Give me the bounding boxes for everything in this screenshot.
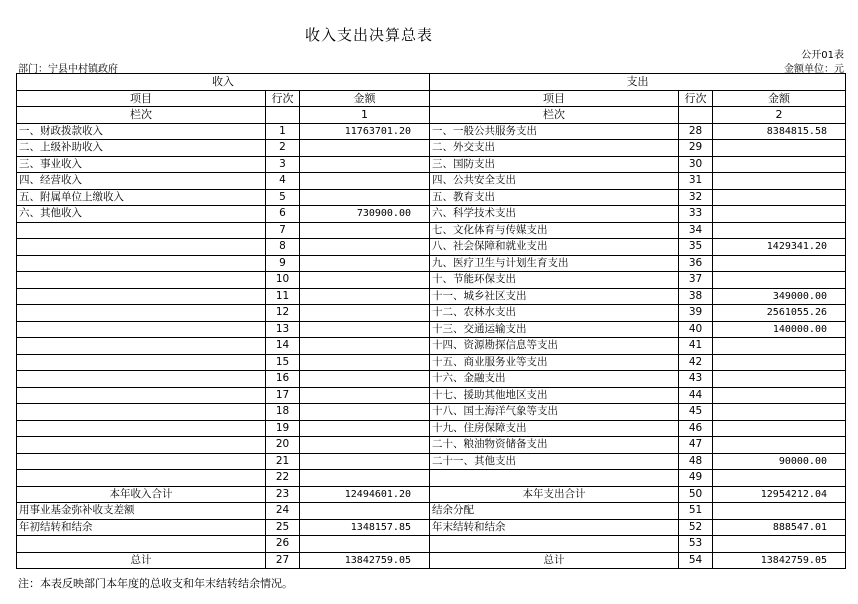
expense-row-no: 40 bbox=[679, 321, 713, 338]
income-header: 收入 bbox=[17, 74, 430, 91]
income-row-no: 4 bbox=[266, 173, 300, 190]
expense-item: 十、节能环保支出 bbox=[430, 272, 679, 289]
expense-row-no: 31 bbox=[679, 173, 713, 190]
column-1-label: 1 bbox=[300, 107, 430, 124]
expense-item: 二、外交支出 bbox=[430, 140, 679, 157]
summary-table bbox=[16, 73, 846, 569]
expense-row-no: 39 bbox=[679, 305, 713, 322]
income-amount bbox=[300, 140, 430, 157]
income-item: 三、事业收入 bbox=[17, 156, 266, 173]
expense-row-no: 32 bbox=[679, 189, 713, 206]
income-amount bbox=[300, 222, 430, 239]
income-item bbox=[17, 387, 266, 404]
income-item bbox=[17, 437, 266, 454]
income-row-no: 5 bbox=[266, 189, 300, 206]
income-total-item bbox=[17, 536, 266, 553]
expense-row-no: 30 bbox=[679, 156, 713, 173]
table-row bbox=[17, 404, 846, 421]
table-row bbox=[17, 288, 846, 305]
income-row-no: 18 bbox=[266, 404, 300, 421]
table-row bbox=[17, 387, 846, 404]
table-row bbox=[17, 140, 846, 157]
expense-row-no: 53 bbox=[679, 536, 713, 553]
expense-total-amount: 888547.01 bbox=[713, 519, 846, 536]
expense-amount bbox=[713, 272, 846, 289]
income-item: 四、经营收入 bbox=[17, 173, 266, 190]
expense-total-amount: 13842759.05 bbox=[713, 552, 846, 569]
expense-item-header: 项目 bbox=[430, 90, 679, 107]
income-amount bbox=[300, 288, 430, 305]
expense-item: 十二、农林水支出 bbox=[430, 305, 679, 322]
department-label: 部门：宁县中村镇政府 bbox=[18, 64, 118, 75]
income-amount bbox=[300, 354, 430, 371]
income-row-no: 7 bbox=[266, 222, 300, 239]
expense-row-no: 33 bbox=[679, 206, 713, 223]
footnote: 注：本表反映部门本年度的总收支和年末结转结余情况。 bbox=[18, 577, 293, 590]
income-row-no: 13 bbox=[266, 321, 300, 338]
expense-amount bbox=[713, 437, 846, 454]
expense-item: 十九、住房保障支出 bbox=[430, 420, 679, 437]
income-row-no: 15 bbox=[266, 354, 300, 371]
income-total-item: 总计 bbox=[17, 552, 266, 569]
expense-row-no: 47 bbox=[679, 437, 713, 454]
expense-amount bbox=[713, 338, 846, 355]
expense-row-no: 38 bbox=[679, 288, 713, 305]
expense-amount: 90000.00 bbox=[713, 453, 846, 470]
expense-amount: 2561055.26 bbox=[713, 305, 846, 322]
income-amount bbox=[300, 453, 430, 470]
income-item bbox=[17, 420, 266, 437]
table-row bbox=[17, 420, 846, 437]
total-row bbox=[17, 519, 846, 536]
income-total-amount: 1348157.85 bbox=[300, 519, 430, 536]
income-item bbox=[17, 404, 266, 421]
expense-item: 九、医疗卫生与计划生育支出 bbox=[430, 255, 679, 272]
income-row-no: 17 bbox=[266, 387, 300, 404]
expense-row-no: 43 bbox=[679, 371, 713, 388]
income-row-no: 16 bbox=[266, 371, 300, 388]
expense-item: 十六、金融支出 bbox=[430, 371, 679, 388]
table-row bbox=[17, 239, 846, 256]
income-total-item: 年初结转和结余 bbox=[17, 519, 266, 536]
expense-header: 支出 bbox=[430, 74, 846, 91]
income-row-no: 1 bbox=[266, 123, 300, 140]
income-item bbox=[17, 305, 266, 322]
income-row-no: 8 bbox=[266, 239, 300, 256]
income-row-no: 11 bbox=[266, 288, 300, 305]
income-column-label: 栏次 bbox=[17, 107, 266, 124]
table-row bbox=[17, 470, 846, 487]
expense-item: 三、国防支出 bbox=[430, 156, 679, 173]
expense-item: 七、文化体育与传媒支出 bbox=[430, 222, 679, 239]
expense-amount bbox=[713, 173, 846, 190]
total-row bbox=[17, 536, 846, 553]
income-total-item: 本年收入合计 bbox=[17, 486, 266, 503]
empty-cell bbox=[679, 107, 713, 124]
expense-amount bbox=[713, 371, 846, 388]
expense-row-no: 42 bbox=[679, 354, 713, 371]
income-row-no: 12 bbox=[266, 305, 300, 322]
income-item: 一、财政拨款收入 bbox=[17, 123, 266, 140]
income-item bbox=[17, 272, 266, 289]
expense-amount bbox=[713, 387, 846, 404]
expense-row-no: 28 bbox=[679, 123, 713, 140]
income-item: 五、附属单位上缴收入 bbox=[17, 189, 266, 206]
expense-amount: 349000.00 bbox=[713, 288, 846, 305]
income-amount bbox=[300, 404, 430, 421]
expense-total-item: 年末结转和结余 bbox=[430, 519, 679, 536]
table-row bbox=[17, 123, 846, 140]
income-row-no: 27 bbox=[266, 552, 300, 569]
expense-item: 十八、国土海洋气象等支出 bbox=[430, 404, 679, 421]
income-row-no: 14 bbox=[266, 338, 300, 355]
expense-row-no: 37 bbox=[679, 272, 713, 289]
income-amount bbox=[300, 239, 430, 256]
table-row bbox=[17, 321, 846, 338]
expense-item bbox=[430, 470, 679, 487]
income-row-no: 22 bbox=[266, 470, 300, 487]
expense-amount bbox=[713, 255, 846, 272]
income-item bbox=[17, 338, 266, 355]
income-row-no: 25 bbox=[266, 519, 300, 536]
expense-row-no: 51 bbox=[679, 503, 713, 520]
expense-amount bbox=[713, 156, 846, 173]
expense-item: 十三、交通运输支出 bbox=[430, 321, 679, 338]
table-row bbox=[17, 338, 846, 355]
expense-item: 十五、商业服务业等支出 bbox=[430, 354, 679, 371]
income-row-no: 19 bbox=[266, 420, 300, 437]
income-amount bbox=[300, 272, 430, 289]
expense-row-no: 46 bbox=[679, 420, 713, 437]
expense-row-no: 48 bbox=[679, 453, 713, 470]
income-amount bbox=[300, 305, 430, 322]
table-row bbox=[17, 354, 846, 371]
income-row-no: 21 bbox=[266, 453, 300, 470]
expense-amount bbox=[713, 420, 846, 437]
income-item bbox=[17, 354, 266, 371]
expense-amount bbox=[713, 140, 846, 157]
total-row bbox=[17, 503, 846, 520]
income-row-no: 6 bbox=[266, 206, 300, 223]
table-row bbox=[17, 371, 846, 388]
report-title: 收入支出决算总表 bbox=[304, 26, 433, 44]
expense-total-item: 本年支出合计 bbox=[430, 486, 679, 503]
income-rowno-header: 行次 bbox=[266, 90, 300, 107]
income-row-no: 23 bbox=[266, 486, 300, 503]
expense-row-no: 45 bbox=[679, 404, 713, 421]
expense-row-no: 50 bbox=[679, 486, 713, 503]
table-row bbox=[17, 189, 846, 206]
expense-amount: 8384815.58 bbox=[713, 123, 846, 140]
income-row-no: 2 bbox=[266, 140, 300, 157]
income-item bbox=[17, 255, 266, 272]
expense-total-item: 结余分配 bbox=[430, 503, 679, 520]
income-item bbox=[17, 288, 266, 305]
income-amount: 730900.00 bbox=[300, 206, 430, 223]
expense-row-no: 36 bbox=[679, 255, 713, 272]
income-amount bbox=[300, 371, 430, 388]
income-row-no: 10 bbox=[266, 272, 300, 289]
income-total-amount: 13842759.05 bbox=[300, 552, 430, 569]
expense-amount bbox=[713, 470, 846, 487]
income-amount bbox=[300, 420, 430, 437]
expense-amount bbox=[713, 222, 846, 239]
expense-row-no: 29 bbox=[679, 140, 713, 157]
income-row-no: 20 bbox=[266, 437, 300, 454]
expense-rowno-header: 行次 bbox=[679, 90, 713, 107]
column-2-label: 2 bbox=[713, 107, 846, 124]
income-row-no: 26 bbox=[266, 536, 300, 553]
income-row-no: 9 bbox=[266, 255, 300, 272]
expense-total-item bbox=[430, 536, 679, 553]
total-row bbox=[17, 552, 846, 569]
income-item bbox=[17, 453, 266, 470]
table-row bbox=[17, 156, 846, 173]
income-item-header: 项目 bbox=[17, 90, 266, 107]
income-amount: 11763701.20 bbox=[300, 123, 430, 140]
expense-item: 一、一般公共服务支出 bbox=[430, 123, 679, 140]
income-amount bbox=[300, 156, 430, 173]
income-amount bbox=[300, 338, 430, 355]
expense-row-no: 44 bbox=[679, 387, 713, 404]
expense-item: 十一、城乡社区支出 bbox=[430, 288, 679, 305]
expense-row-no: 49 bbox=[679, 470, 713, 487]
expense-amount bbox=[713, 206, 846, 223]
expense-item: 二十一、其他支出 bbox=[430, 453, 679, 470]
empty-cell bbox=[266, 107, 300, 124]
form-code: 公开01表 bbox=[801, 50, 844, 61]
income-item bbox=[17, 239, 266, 256]
expense-total-item: 总计 bbox=[430, 552, 679, 569]
income-item bbox=[17, 321, 266, 338]
expense-item: 四、公共安全支出 bbox=[430, 173, 679, 190]
income-item bbox=[17, 470, 266, 487]
table-row bbox=[17, 453, 846, 470]
income-amount bbox=[300, 470, 430, 487]
income-amount bbox=[300, 387, 430, 404]
expense-amount bbox=[713, 189, 846, 206]
expense-item: 十七、援助其他地区支出 bbox=[430, 387, 679, 404]
income-amount bbox=[300, 437, 430, 454]
expense-amount-header: 金额 bbox=[713, 90, 846, 107]
expense-total-amount bbox=[713, 503, 846, 520]
income-item bbox=[17, 222, 266, 239]
expense-row-no: 41 bbox=[679, 338, 713, 355]
income-row-no: 3 bbox=[266, 156, 300, 173]
income-amount-header: 金额 bbox=[300, 90, 430, 107]
expense-amount bbox=[713, 404, 846, 421]
table-row bbox=[17, 255, 846, 272]
income-item: 六、其他收入 bbox=[17, 206, 266, 223]
income-amount bbox=[300, 189, 430, 206]
income-total-amount bbox=[300, 503, 430, 520]
expense-total-amount: 12954212.04 bbox=[713, 486, 846, 503]
income-total-amount: 12494601.20 bbox=[300, 486, 430, 503]
expense-row-no: 34 bbox=[679, 222, 713, 239]
expense-amount bbox=[713, 354, 846, 371]
expense-row-no: 54 bbox=[679, 552, 713, 569]
table-row bbox=[17, 437, 846, 454]
table-row bbox=[17, 173, 846, 190]
expense-item: 二十、粮油物资储备支出 bbox=[430, 437, 679, 454]
amount-unit: 金额单位：元 bbox=[784, 64, 844, 75]
income-amount bbox=[300, 255, 430, 272]
expense-row-no: 52 bbox=[679, 519, 713, 536]
income-amount bbox=[300, 321, 430, 338]
expense-item: 十四、资源勘探信息等支出 bbox=[430, 338, 679, 355]
income-amount bbox=[300, 173, 430, 190]
expense-item: 五、教育支出 bbox=[430, 189, 679, 206]
expense-amount: 140000.00 bbox=[713, 321, 846, 338]
table-row bbox=[17, 222, 846, 239]
table-row bbox=[17, 272, 846, 289]
expense-row-no: 35 bbox=[679, 239, 713, 256]
income-total-amount bbox=[300, 536, 430, 553]
expense-column-label: 栏次 bbox=[430, 107, 679, 124]
income-item: 二、上级补助收入 bbox=[17, 140, 266, 157]
income-item bbox=[17, 371, 266, 388]
expense-item: 六、科学技术支出 bbox=[430, 206, 679, 223]
expense-amount: 1429341.20 bbox=[713, 239, 846, 256]
income-total-item: 用事业基金弥补收支差额 bbox=[17, 503, 266, 520]
expense-item: 八、社会保障和就业支出 bbox=[430, 239, 679, 256]
total-row bbox=[17, 486, 846, 503]
table-row bbox=[17, 206, 846, 223]
income-row-no: 24 bbox=[266, 503, 300, 520]
expense-total-amount bbox=[713, 536, 846, 553]
table-row bbox=[17, 305, 846, 322]
